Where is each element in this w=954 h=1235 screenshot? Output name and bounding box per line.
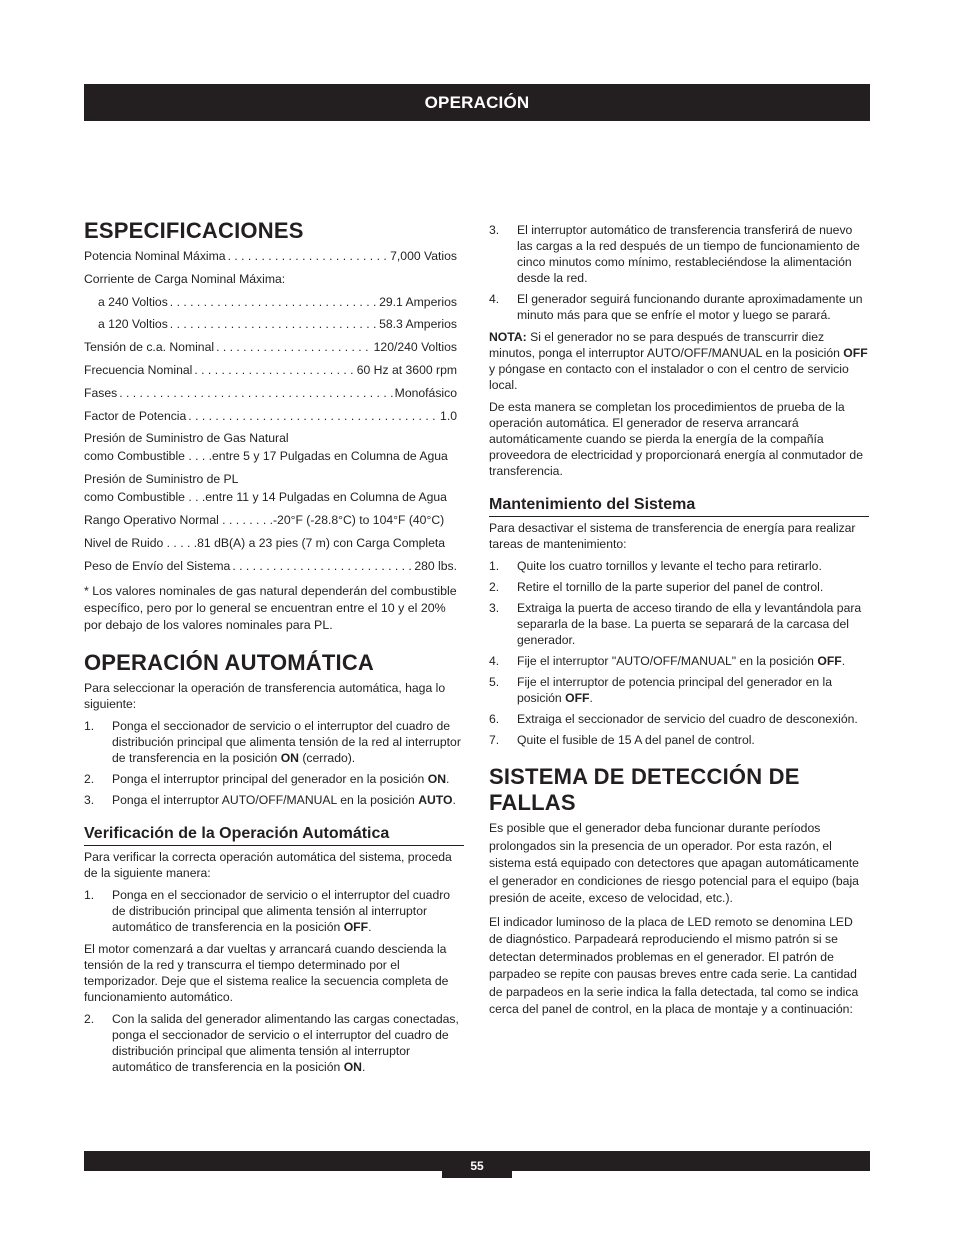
list-item: 2. Retire el tornillo de la parte superior del panel de control. [489, 580, 824, 594]
mant-steps [489, 558, 869, 748]
list-item: 1. Ponga en el seccionador de servicio o el interruptor del cuadro de distribución principal que alimenta tensión al interruptor automático de transferencia en la posición OFF. [84, 887, 451, 934]
mant-intro: Para desactivar el sistema de transferencia de energía para realizar tareas de mantenimiento: [489, 521, 856, 551]
page-number: 55 [470, 1158, 484, 1173]
list-item: 6. Extraiga el seccionador de servicio del cuadro de desconexión. [489, 712, 858, 726]
specs-footnote: * Los valores nominales de gas natural dependerán del combustible específico, pero por lo general se encuentran entre el 10 y el 20% por debajo de los valores nominales para PL. [84, 583, 457, 632]
spec-a240: a 240 Voltios . . . 29.1 Amperios [84, 294, 457, 317]
spec-rango: Rango Operativo Normal . . . . . . . .-20°F (-28.8°C) to 104°F (40°C) [84, 513, 445, 528]
verif-steps-a [84, 887, 464, 935]
dot-leader [170, 294, 377, 310]
page-number-tab [442, 1153, 512, 1178]
mant-heading: Mantenimiento del Sistema [489, 495, 869, 517]
fallas-para2: El indicador luminoso de la placa de LED remoto se denomina LED de diagnóstico. Parpadeará reproduciendo el mismo patrón si se detectan determinados problemas en el generador. El patrón de parpadeo se repite con pausas breves entre cada serie. La cantidad de parpadeos en la serie indica la falla detectada, tal como se indica cerca del panel de control, en la placa de montaje y a continuación: [489, 914, 859, 1016]
spec-frecuencia: Frecuencia Nominal . . . 60 Hz at 3600 rpm [84, 362, 457, 385]
spec-pl: Presión de Suministro de PL como Combustible . . .entre 11 y 14 Pulgadas en Columna de Agua [84, 472, 447, 505]
spec-gas-natural: Presión de Suministro de Gas Natural como Combustible . . . .entre 5 y 17 Pulgadas en Columna de Agua [84, 431, 448, 464]
verif-steps-c [489, 222, 869, 323]
list-item: 7. Quite el fusible de 15 A del panel de control. [489, 733, 755, 747]
list-item: 1. Ponga el seccionador de servicio o el interruptor del cuadro de distribución principal que alimenta tensión de la red al interruptor de transferencia en la posición ON (cerrado). [84, 718, 461, 765]
left-column [84, 218, 464, 1081]
verif-intro: Para verificar la correcta operación automática del sistema, proceda de la siguiente manera: [84, 849, 452, 880]
list-item: 5. Fije el interruptor de potencia principal del generador en la posición OFF. [489, 675, 833, 705]
verif-nota: NOTA: Si el generador no se para después de transcurrir diez minutos, ponga el interruptor AUTO/OFF/MANUAL en la posición OFF y póngase en contacto con el instalador o con el centro de servicio local. [489, 330, 868, 392]
fallas-heading: SISTEMA DE DETECCIÓN DE FALLAS [489, 764, 800, 815]
right-column [489, 222, 869, 1025]
list-item: 4. Fije el interruptor "AUTO/OFF/MANUAL" en la posición OFF. [489, 654, 846, 668]
spec-peso: Peso de Envío del Sistema . . . 280 lbs. [84, 558, 457, 581]
dot-leader [188, 408, 438, 424]
verif-para: El motor comenzará a dar vueltas y arrancará cuando descienda la tensión de la red y transcurra el tiempo determinado por el temporizador. Deje que el sistema realice la secuencia completa de funcionamiento automático. [84, 941, 449, 1004]
list-item: 3. Extraiga la puerta de acceso tirando de ella y levantándola para separarla de la base. La puerta se separará de la carcasa del generador. [489, 601, 862, 647]
dot-leader [216, 339, 372, 355]
auto-op-intro: Para seleccionar la operación de transferencia automática, haga lo siguiente: [84, 680, 446, 711]
spec-corriente-label: Corriente de Carga Nominal Máxima: [84, 271, 286, 286]
section-header [84, 84, 870, 121]
fallas-para1: Es posible que el generador deba funcionar durante períodos prolongados sin la presencia de un operador. Por esta razón, el sistema está equipado con detectores que apagan automáticamente el generador en condiciones de riesgo potencial para el equipo (baja presión de aceite, exceso de velocidad, etc.). [489, 821, 859, 905]
spec-fases: Fases . . . Monofásico [84, 385, 457, 408]
dot-leader [232, 558, 412, 574]
dot-leader [119, 385, 392, 401]
auto-op-steps [84, 718, 464, 808]
list-item: 3. El interruptor automático de transferencia transferirá de nuevo las cargas a la red después de un tiempo de funcionamiento de cinco minutos como mínimo, restableciéndose la alimentación desde la red. [489, 223, 860, 285]
spec-ruido: Nivel de Ruido . . . . .81 dB(A) a 23 pies (7 m) con Carga Completa [84, 536, 446, 551]
list-item: 2. Con la salida del generador alimentando las cargas conectadas, ponga el seccionador de servicio o el interruptor del cuadro de distribución principal que alimenta tensión al interruptor automático de transferencia en la posición ON. [84, 1011, 459, 1074]
list-item: 4. El generador seguirá funcionando durante aproximadamente un minuto más para que se enfríe el motor y luego se parará. [489, 292, 863, 322]
list-item: 1. Quite los cuatro tornillos y levante el techo para retirarlo. [489, 559, 822, 573]
list-item: 2. Ponga el interruptor principal del generador en la posición ON. [84, 771, 450, 786]
spec-a120: a 120 Voltios . . . 58.3 Amperios [84, 316, 457, 339]
dot-leader [170, 316, 377, 332]
section-title: OPERACIÓN [424, 92, 530, 112]
verif-steps-b [84, 1011, 464, 1075]
spec-tension: Tensión de c.a. Nominal . . . 120/240 Voltios [84, 339, 457, 362]
spec-potencia: Potencia Nominal Máxima . . . 7,000 Vatios [84, 248, 457, 271]
auto-op-heading: OPERACIÓN AUTOMÁTICA [84, 649, 374, 675]
verif-closing: De esta manera se completan los procedimientos de prueba de la operación automática. El generador de reserva arrancará automáticamente cuando se pierda la energía de la compañía proveedora de electricidad y proporcionará energía al conmutador de transferencia. [489, 400, 863, 478]
list-item: 3. Ponga el interruptor AUTO/OFF/MANUAL en la posición AUTO. [84, 792, 456, 807]
verif-heading: Verificación de la Operación Automática [84, 824, 464, 846]
specs-heading: ESPECIFICACIONES [84, 218, 304, 243]
dot-leader [194, 362, 354, 378]
spec-factor: Factor de Potencia . . . 1.0 [84, 408, 457, 431]
dot-leader [228, 248, 389, 264]
